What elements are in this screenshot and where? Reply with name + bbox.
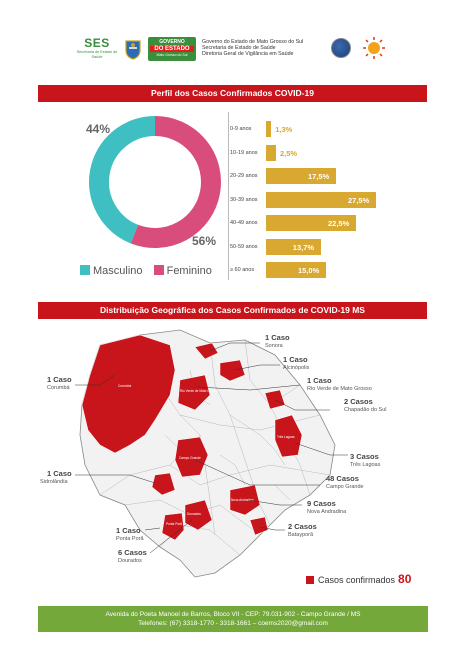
map-label-dourados: Dourados: [187, 512, 201, 516]
age-row: [228, 192, 428, 208]
callout-bataypora-city: Batayporã: [288, 532, 314, 538]
callout-bataypora-cases: 2 Casos: [288, 522, 317, 531]
org-line-2: Secretaria de Estado de Saúde: [202, 45, 276, 51]
male-swatch: [80, 265, 90, 275]
callout-alcinopolis-cases: 1 Caso: [283, 355, 308, 364]
total-label: Casos confirmados: [318, 575, 396, 585]
female-legend-label: Feminino: [166, 265, 212, 277]
geo-title: Distribuição Geográfica dos Casos Confirmados de COVID-19 MS: [38, 302, 427, 319]
age-value-label: 27,5%: [348, 195, 370, 205]
age-label: 10-19 anos: [230, 149, 258, 156]
age-label: 0-9 anos: [230, 126, 252, 132]
map-label-rio-verde: Rio Verde de Mato Grosso: [180, 389, 218, 393]
age-row: [228, 121, 428, 137]
legend-female: [154, 265, 212, 277]
footer: [38, 606, 428, 632]
profile-title: Perfil dos Casos Confirmados COVID-19: [38, 85, 427, 102]
age-bar: [266, 145, 276, 161]
age-label: 30-39 anos: [230, 196, 258, 203]
header: [60, 30, 410, 70]
map-label-tres-lagoas: Três Lagoas: [277, 435, 295, 439]
age-value-label: 1,3%: [275, 125, 293, 134]
age-row: [228, 168, 428, 184]
age-row: [228, 215, 428, 231]
age-value-label: 2,5%: [280, 148, 298, 158]
callout-chapadao-cases: 2 Casos: [344, 397, 373, 406]
female-slice: [134, 126, 211, 238]
ses-logo-subtitle: Secretaria de Estado de Saúde: [76, 50, 118, 59]
male-percent-label: 44%: [86, 122, 111, 136]
map-label-nova-andradina: Nova Andradina: [231, 498, 254, 502]
footer-contacts: Telefones: (67) 3318-1770 - 3318-1661 – coems2020@gmail.com: [138, 620, 328, 627]
total-value: 80: [398, 572, 412, 586]
age-label: ≥ 60 anos: [230, 267, 255, 273]
callout-nova-andradina-cases: 9 Casos: [307, 499, 336, 508]
age-row: [228, 239, 428, 255]
legend-male: [80, 265, 143, 277]
gov-logo-line2: DO ESTADO: [150, 46, 194, 52]
ms-state-map: [70, 325, 370, 585]
callout-corumba-cases: 1 Caso: [47, 375, 72, 384]
age-value-label: 17,5%: [308, 172, 330, 181]
callout-sonora-cases: 1 Caso: [265, 333, 290, 342]
ses-logo: [72, 36, 122, 60]
callout-campo-grande-city: Campo Grande: [326, 484, 364, 490]
callout-corumba-city: Corumbá: [47, 385, 70, 391]
total-swatch: [306, 576, 314, 584]
male-slice: [99, 126, 155, 234]
organization-lines: [202, 39, 303, 57]
age-label: 40-49 anos: [230, 220, 258, 226]
org-line-1: Governo do Estado de Mato Grosso do Sul: [202, 39, 304, 45]
callout-dourados-city: Dourados: [118, 558, 142, 564]
footer-address: Avenida do Poeta Manoel de Barros, Bloco VII - CEP: 79.031-902 - Campo Grande / MS: [105, 611, 361, 618]
callout-ponta-pora-cases: 1 Caso: [116, 526, 141, 535]
org-line-3: Diretoria Geral de Vigilância em Saúde: [202, 51, 294, 57]
map-label-campo-grande: Campo Grande: [179, 456, 201, 460]
sun-logo-icon: [362, 36, 386, 60]
callout-alcinopolis-city: Alcinópolis: [283, 365, 310, 371]
callout-nova-andradina-city: Nova Andradina: [307, 509, 347, 515]
map-label-ponta-pora: Ponta Porã: [166, 522, 182, 526]
age-row: [228, 145, 428, 161]
female-percent-label: 56%: [192, 234, 217, 248]
callout-tres-lagoas-city: Três Lagoas: [350, 462, 381, 468]
confirmed-total: [306, 572, 411, 586]
ses-logo-text: SES: [84, 36, 110, 50]
age-bar: [266, 121, 271, 137]
age-label: 20-29 anos: [230, 173, 258, 179]
callout-sidrolandia-city: Sidrolândia: [40, 479, 68, 485]
gov-logo-line1: GOVERNO: [159, 39, 185, 45]
age-value-label: 13,7%: [292, 242, 315, 252]
gov-logo-line3: Mato Grosso do Sul: [156, 53, 188, 57]
callout-chapadao-city: Chapadão do Sul: [344, 407, 387, 413]
female-swatch: [154, 265, 164, 275]
male-legend-label: Masculino: [93, 265, 143, 277]
callout-sidrolandia-cases: 1 Caso: [47, 469, 72, 478]
callout-rio-verde-city: Rio Verde de Mato Grosso: [307, 386, 372, 392]
callout-dourados-cases: 6 Casos: [118, 548, 147, 557]
government-logo: [148, 37, 196, 61]
sex-legend: [80, 265, 220, 277]
callout-tres-lagoas-cases: 3 Casos: [350, 452, 379, 461]
callout-rio-verde-cases: 1 Caso: [307, 376, 332, 385]
callout-ponta-pora-city: Ponta Porã: [116, 536, 144, 542]
coat-of-arms-icon: [124, 38, 142, 60]
age-row: [228, 262, 428, 278]
callout-campo-grande-cases: 48 Casos: [326, 474, 359, 483]
callout-sonora-city: Sonora: [265, 343, 283, 349]
vigilance-seal-icon: [331, 38, 351, 58]
map-label-corumba: Corumbá: [118, 384, 132, 388]
age-value-label: 15,0%: [298, 266, 320, 275]
age-label: 50-59 anos: [230, 243, 258, 250]
age-value-label: 22,5%: [328, 219, 350, 228]
